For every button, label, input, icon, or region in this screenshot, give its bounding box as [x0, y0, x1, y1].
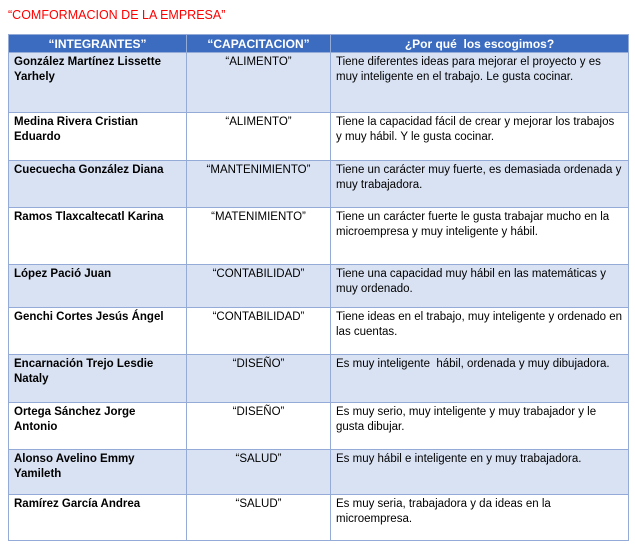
member-training: “CONTABILIDAD”	[187, 265, 331, 308]
member-training: “DISEÑO”	[187, 355, 331, 403]
member-name: Genchi Cortes Jesús Ángel	[9, 308, 187, 355]
header-capacitacion: “CAPACITACION”	[187, 35, 331, 53]
member-name: Ramos Tlaxcaltecatl Karina	[9, 208, 187, 265]
member-reason: Es muy seria, trabajadora y da ideas en la microempresa.	[331, 495, 629, 541]
table-row	[9, 265, 629, 308]
member-reason: Es muy hábil e inteligente en y muy trabajadora.	[331, 450, 629, 495]
member-reason: Tiene un carácter fuerte le gusta trabajar mucho en la microempresa y muy inteligente y hábil.	[331, 208, 629, 265]
member-reason: Es muy inteligente hábil, ordenada y muy dibujadora.	[331, 355, 629, 403]
member-reason: Tiene un carácter muy fuerte, es demasiada ordenada y muy trabajadora.	[331, 161, 629, 208]
table-row	[9, 161, 629, 208]
table-row	[9, 495, 629, 541]
document-title: “COMFORMACION DE LA EMPRESA”	[8, 8, 226, 22]
member-training: “SALUD”	[187, 495, 331, 541]
header-por-que-los-escogimos: ¿Por qué los escogimos?	[331, 35, 629, 53]
empresa-table	[8, 34, 629, 541]
table-row	[9, 403, 629, 450]
member-name: González Martínez Lissette Yarhely	[9, 53, 187, 113]
member-training: “MANTENIMIENTO”	[187, 161, 331, 208]
table-row	[9, 355, 629, 403]
member-reason: Es muy serio, muy inteligente y muy trabajador y le gusta dibujar.	[331, 403, 629, 450]
member-name: Encarnación Trejo Lesdie Nataly	[9, 355, 187, 403]
member-name: Cuecuecha González Diana	[9, 161, 187, 208]
table-row	[9, 450, 629, 495]
member-name: López Pació Juan	[9, 265, 187, 308]
member-reason: Tiene ideas en el trabajo, muy inteligente y ordenado en las cuentas.	[331, 308, 629, 355]
member-training: “CONTABILIDAD”	[187, 308, 331, 355]
table-header-row	[9, 35, 629, 53]
header-integrantes: “INTEGRANTES”	[9, 35, 187, 53]
member-training: “SALUD”	[187, 450, 331, 495]
member-training: “MATENIMIENTO”	[187, 208, 331, 265]
member-training: “ALIMENTO”	[187, 113, 331, 161]
member-reason: Tiene la capacidad fácil de crear y mejorar los trabajos y muy hábil. Y le gusta cocinar.	[331, 113, 629, 161]
member-name: Medina Rivera Cristian Eduardo	[9, 113, 187, 161]
member-training: “ALIMENTO”	[187, 53, 331, 113]
table-row	[9, 53, 629, 113]
member-name: Ortega Sánchez Jorge Antonio	[9, 403, 187, 450]
table-row	[9, 208, 629, 265]
member-reason: Tiene una capacidad muy hábil en las matemáticas y muy ordenado.	[331, 265, 629, 308]
member-training: “DISEÑO”	[187, 403, 331, 450]
table-row	[9, 113, 629, 161]
table-row	[9, 308, 629, 355]
member-name: Alonso Avelino Emmy Yamileth	[9, 450, 187, 495]
member-name: Ramírez García Andrea	[9, 495, 187, 541]
member-reason: Tiene diferentes ideas para mejorar el proyecto y es muy inteligente en el trabajo. Le gusta cocinar.	[331, 53, 629, 113]
